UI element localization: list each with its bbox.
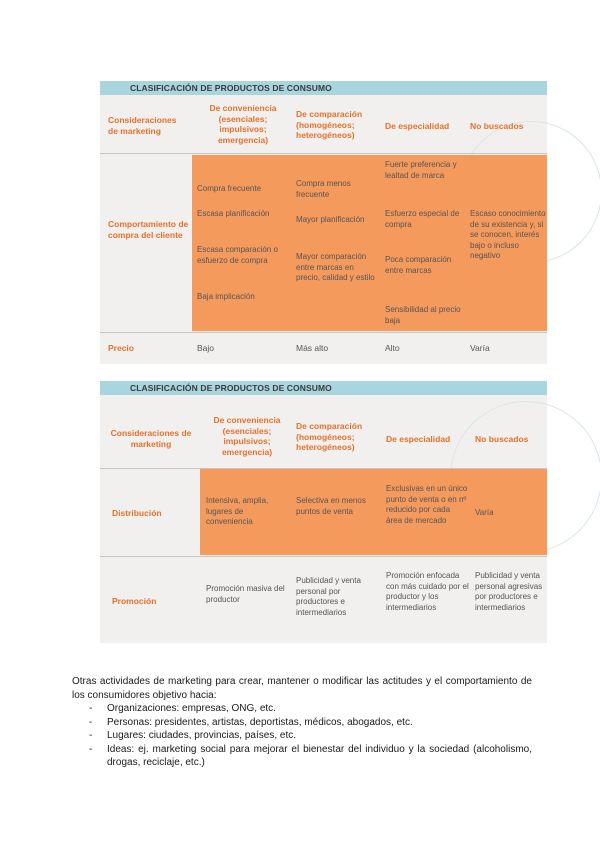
bullet-dash: - <box>89 703 93 714</box>
behavior-specialty-4: Sensibilidad al precio baja <box>385 305 461 325</box>
marketing-activities-text <box>72 675 532 770</box>
behavior-comparison-1: Compra menos frecuente <box>296 179 351 199</box>
behavior-convenience-2: Escasa planificación <box>197 209 270 218</box>
behavior-specialty-2: Esfuerzo especial de compra <box>385 209 460 229</box>
bullet-dash: - <box>89 716 93 728</box>
price-comparison: Más alto <box>296 343 329 353</box>
intro-paragraph: Otras actividades de marketing para crear, mantener o modificar las actitudes y el comportamiento de los consumidores objetivo hacia: <box>72 676 532 701</box>
behavior-specialty-1: Fuerte preferencia y lealtad de marca <box>385 160 457 180</box>
table-title: CLASIFICACIÓN DE PRODUCTOS DE CONSUMO <box>100 81 547 95</box>
row-divider <box>100 332 547 333</box>
bullet-dash: - <box>89 730 93 741</box>
behavior-convenience-3: Escasa comparación o esfuerzo de compra <box>197 245 278 265</box>
distribution-convenience: Intensiva, amplia, lugares de conveniencia <box>206 496 269 526</box>
list-item: - Personas: presidentes, artistas, deportistas, médicos, abogados, etc. <box>89 716 413 728</box>
price-convenience: Bajo <box>197 343 215 353</box>
table-title: CLASIFICACIÓN DE PRODUCTOS DE CONSUMO <box>100 381 547 395</box>
header-unsought: No buscados <box>475 434 529 444</box>
header-specialty: De especialidad <box>385 121 450 131</box>
bullet-dash: - <box>89 743 93 755</box>
price-unsought: Varía <box>470 343 490 353</box>
promotion-label: Promoción <box>112 596 157 606</box>
price-specialty: Alto <box>385 343 400 353</box>
behavior-comparison-3: Mayor comparación entre marcas en precio, calidad y estilo <box>296 252 375 282</box>
promotion-unsought: Publicidad y venta personal agresivas por productores e intermediarios <box>475 571 543 612</box>
header-comparison: De comparación (homogéneos; heterogéneos) <box>296 109 363 140</box>
classification-table-distribution-promotion <box>100 381 547 643</box>
header-label: Consideraciones de marketing <box>110 428 192 449</box>
header-specialty: De especialidad <box>386 434 451 444</box>
behavior-specialty-3: Poca comparación entre marcas <box>385 255 452 275</box>
promotion-specialty: Promoción enfocada con más cuidado por el productor y los intermediarios <box>386 571 469 612</box>
promotion-comparison: Publicidad y venta personal por productores e intermediarios <box>296 576 361 617</box>
header-convenience: De conveniencia (esenciales; impulsivos; emergencia) <box>213 415 281 457</box>
promotion-convenience: Promoción masiva del productor <box>206 584 285 604</box>
behavior-convenience-1: Compra frecuente <box>197 184 262 193</box>
header-convenience: De conveniencia (esenciales; impulsivos; emergencia) <box>209 103 277 145</box>
header-label: Consideraciones de marketing <box>108 115 177 136</box>
behavior-comparison-2: Mayor planificación <box>296 215 365 224</box>
list-item: - Ideas: ej. marketing social para mejorar el bienestar del individuo y la sociedad (alcoholismo, drogas, reciclaje, etc.) <box>89 743 532 768</box>
price-label: Precio <box>108 343 134 353</box>
row-divider <box>100 556 547 557</box>
distribution-label: Distribución <box>112 508 162 518</box>
classification-table-behavior-price <box>100 81 547 364</box>
behavior-label: Comportamiento de compra del cliente <box>108 219 189 240</box>
row-divider <box>100 153 547 154</box>
list-item: - Lugares: ciudades, provincias, países, etc. <box>89 730 296 741</box>
list-item: - Organizaciones: empresas, ONG, etc. <box>89 703 276 714</box>
header-comparison: De comparación (homogéneos; heterogéneos) <box>296 421 363 452</box>
behavior-convenience-4: Baja implicación <box>197 292 255 301</box>
distribution-specialty: Exclusivas en un único punto de venta o en nº reducido por cada área de mercado <box>386 484 468 525</box>
header-unsought: No buscados <box>470 121 524 131</box>
distribution-comparison: Selectiva en menos puntos de venta <box>296 496 366 516</box>
behavior-unsought: Escaso conocimiento de su existencia y, si se conocen, interés bajo o incluso negativo <box>470 209 546 260</box>
distribution-unsought: Varía <box>475 508 494 517</box>
activities-list <box>72 702 532 770</box>
